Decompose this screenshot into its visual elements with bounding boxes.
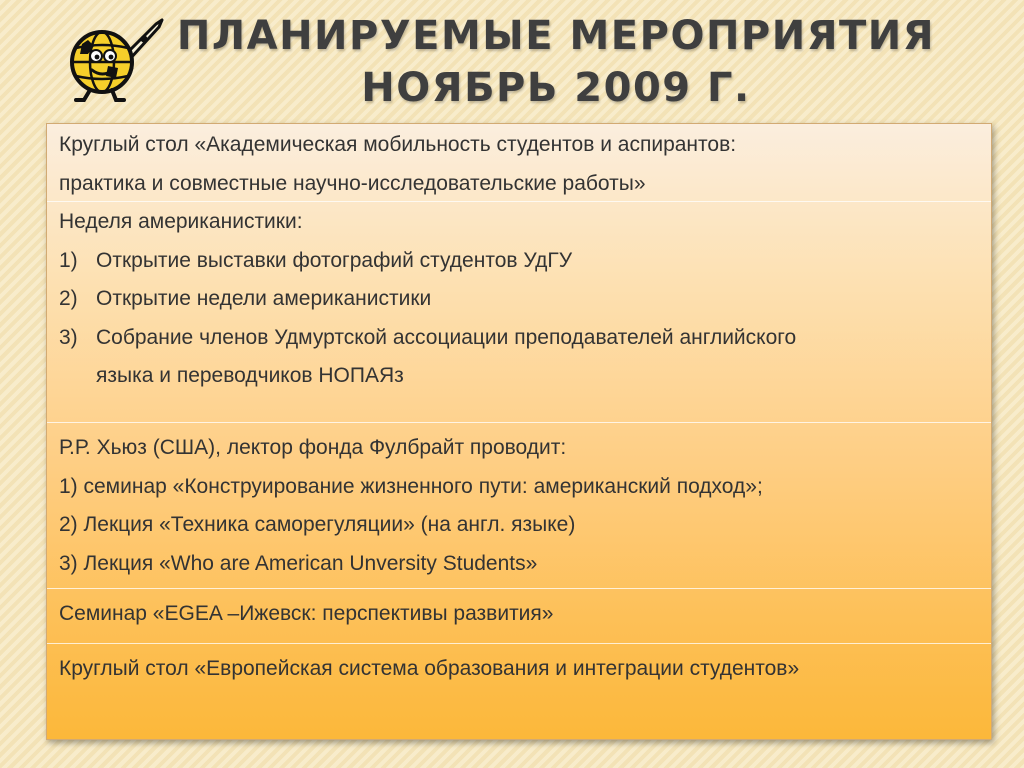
event-row-american-studies-week <box>47 202 991 423</box>
item-text: Открытие недели американистики <box>96 287 432 310</box>
event-row-fulbright-lecturer <box>47 423 991 589</box>
event-list-item-continuation <box>59 357 979 396</box>
event-list-item <box>59 319 979 358</box>
event-list-item <box>59 242 979 281</box>
event-text-line: практика и совместные научно-исследовательские работы» <box>59 171 646 195</box>
globe-rocket-logo <box>58 14 170 106</box>
event-row-round-table-european-education <box>47 644 991 741</box>
item-text: Открытие выставки фотографий студентов УдГУ <box>96 248 573 272</box>
event-text-line: Р.Р. Хьюз (США), лектор фонда Фулбрайт проводит: <box>59 436 567 459</box>
item-text: языка и переводчиков НОПАЯз <box>96 364 404 387</box>
slide-title <box>176 10 936 114</box>
event-text-line: Семинар «EGEA –Ижевск: перспективы развития» <box>59 602 554 625</box>
globe-icon <box>72 32 132 92</box>
event-row-round-table-mobility <box>47 124 991 202</box>
event-text-line: Круглый стол «Европейская система образования и интеграции студентов» <box>59 657 800 680</box>
event-text-line: 1) семинар «Конструирование жизненного пути: американский подход»; <box>59 474 763 498</box>
item-number: 3) <box>59 325 78 349</box>
item-number: 2) <box>59 287 78 310</box>
item-text: Собрание членов Удмуртской ассоциации преподавателей английского <box>96 325 797 349</box>
event-text-line: 2) Лекция «Техника саморегуляции» (на англ. языке) <box>59 513 576 536</box>
title-line-2: НОЯБРЬ 2009 Г. <box>361 65 751 111</box>
event-text-line: Круглый стол «Академическая мобильность студентов и аспирантов: <box>59 133 737 156</box>
item-number: 1) <box>59 248 78 272</box>
title-line-1: ПЛАНИРУЕМЫЕ МЕРОПРИЯТИЯ <box>176 13 936 59</box>
event-heading: Неделя американистики: <box>59 210 303 233</box>
event-list-item <box>59 280 979 319</box>
events-table <box>46 123 992 740</box>
event-text-line: 3) Лекция «Who are American Unversity Students» <box>59 551 538 575</box>
event-row-egea-seminar <box>47 589 991 644</box>
